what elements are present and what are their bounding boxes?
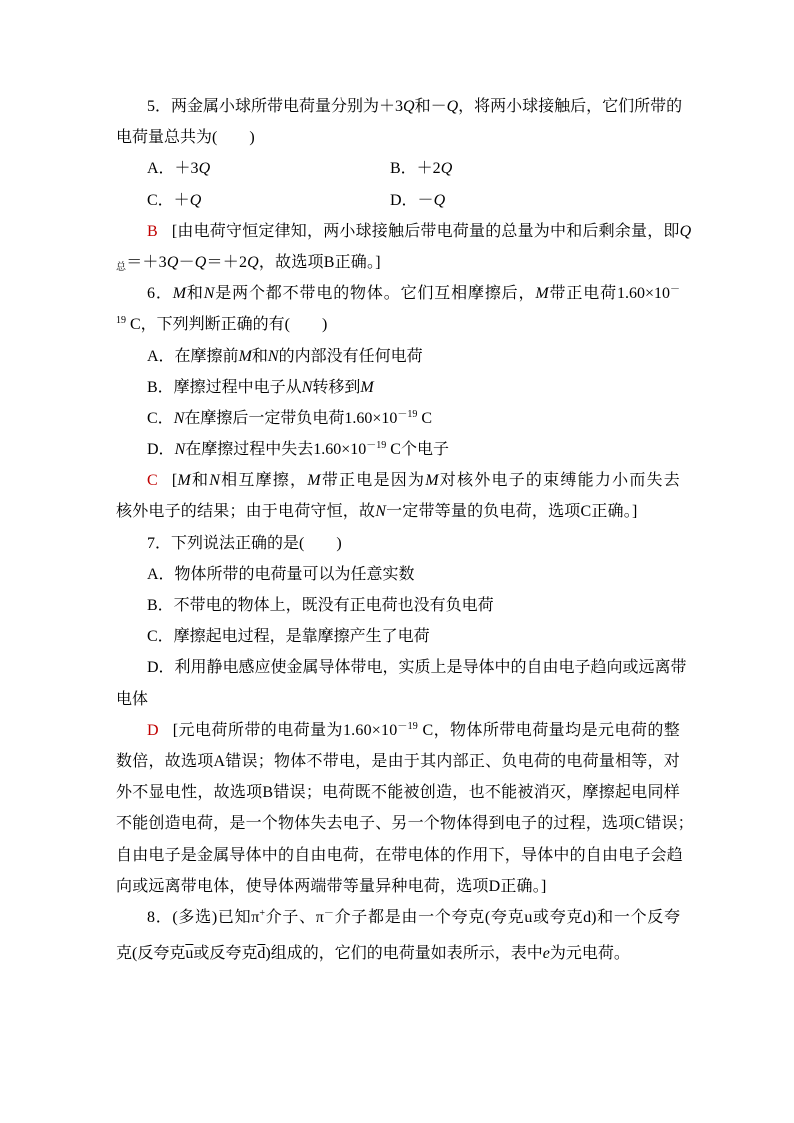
superscript-exponent: －19 <box>397 408 418 420</box>
option-text: D． <box>147 441 175 459</box>
question-text: 带正电荷1.60×10 <box>548 285 670 303</box>
variable-n: N <box>267 347 279 365</box>
option-text: A．物体所带的电荷量可以为任意实数 <box>147 565 415 583</box>
anti-quark-u: $\overline{u}$ <box>185 945 194 963</box>
question-text: 和－ <box>414 98 447 115</box>
option-text: C <box>417 409 433 427</box>
q6-option-b <box>116 372 680 403</box>
explanation-text: 带正电是因为 <box>320 472 426 490</box>
explanation-text: － <box>178 253 195 271</box>
q6-answer-line-2 <box>116 496 680 527</box>
q7-answer-line-3 <box>116 777 680 808</box>
question-text: 7．下列说法正确的是( ) <box>147 534 342 552</box>
explanation-text: 自由电子是金属导体中的自由电荷，在带电体的作用下，导体中的自由电子会趋 <box>116 846 684 864</box>
q6-option-d <box>116 434 680 465</box>
explanation-text: [由电荷守恒定律知，两小球接触后带电荷量的总量为中和后剩余量，即 <box>171 222 680 240</box>
option-text: A．在摩擦前 <box>147 347 239 365</box>
option-a <box>147 153 390 184</box>
option-text: B．不带电的物体上，既没有正电荷也没有负电荷 <box>147 597 494 614</box>
question-8 <box>116 902 680 969</box>
variable-m: M <box>535 285 549 303</box>
variable-q: Q <box>403 98 415 115</box>
variable-q: Q <box>247 253 259 271</box>
q7-answer-line-2 <box>116 746 680 777</box>
variable-q: Q <box>446 98 459 115</box>
q6-answer-line-1 <box>116 465 680 496</box>
option-text: B．摩擦过程中电子从 <box>147 378 302 396</box>
option-text: 转移到 <box>312 378 361 396</box>
explanation-text: [ <box>171 472 178 490</box>
variable-q: Q <box>433 191 446 209</box>
question-text: 5．两金属小球所带电荷量分别为＋3 <box>147 98 404 115</box>
question-text: 或反夸克 <box>193 945 258 963</box>
question-text: C，下列判断正确的有( ) <box>126 316 328 334</box>
question-text: 克(反夸克 <box>116 945 186 963</box>
variable-q: Q <box>189 191 202 209</box>
question-text: 是两个都不带电的物体。它们互相摩擦后， <box>214 285 536 303</box>
variable-n: N <box>203 285 215 303</box>
option-d <box>390 192 445 209</box>
subscript-total: 总 <box>116 261 127 273</box>
variable-m: M <box>360 378 374 396</box>
q7-answer-line-1 <box>116 715 680 746</box>
variable-n: N <box>173 409 185 427</box>
question-text: 介子、π <box>265 908 324 926</box>
question-7 <box>116 528 694 902</box>
explanation-text: ＝＋2 <box>206 253 248 271</box>
question-text: 和 <box>186 285 204 303</box>
superscript-exponent: －19 <box>366 440 387 452</box>
q7-option-d-line-2 <box>116 684 680 715</box>
option-text: D．利用静电感应使金属导体带电，实质上是导体中的自由电子趋向或远离带 <box>147 659 687 677</box>
q7-answer-line-6 <box>116 871 680 902</box>
option-text: B．＋2 <box>390 160 441 178</box>
option-text: 在摩擦后一定带负电荷1.60×10 <box>184 409 398 427</box>
option-text: C．＋ <box>147 191 190 209</box>
q7-option-b <box>116 590 680 621</box>
variable-q: Q <box>194 253 207 271</box>
option-text: C个电子 <box>386 441 449 459</box>
q5-stem-line-2 <box>116 122 680 153</box>
question-text: 电荷量总共为( ) <box>116 129 255 147</box>
superscript-exponent: －19 <box>397 720 419 732</box>
superscript-exponent: 19 <box>116 315 126 327</box>
variable-m: M <box>238 347 252 365</box>
q8-stem-line-1 <box>116 902 680 933</box>
explanation-text: 对核外电子的束缚能力小而失去 <box>438 472 680 490</box>
question-text: 为元电荷。 <box>549 945 630 963</box>
variable-q: Q <box>440 160 453 178</box>
option-text: C． <box>147 409 174 427</box>
option-text: 的内部没有任何电荷 <box>278 347 423 365</box>
q5-answer-line-1 <box>116 216 692 247</box>
question-text: ，将两小球接触后，它们所带的 <box>458 98 683 115</box>
variable-n: N <box>375 503 387 521</box>
answer-letter: D <box>147 721 159 739</box>
explanation-text: 核外电子的结果；由于电荷守恒，故 <box>116 503 376 521</box>
variable-n: N <box>209 472 221 490</box>
q6-stem-line-2 <box>116 309 680 340</box>
q5-stem-line-1 <box>116 91 683 122</box>
explanation-text: 相互摩擦， <box>220 472 308 490</box>
q7-answer-line-4 <box>116 808 694 839</box>
answer-letter: C <box>147 472 158 490</box>
superscript-exponent: － <box>669 284 680 296</box>
q5-answer-line-2 <box>116 247 680 278</box>
q7-stem-line-1 <box>116 528 680 559</box>
question-5 <box>116 91 692 278</box>
option-b <box>390 160 452 177</box>
superscript-charge-plus: + <box>259 907 265 919</box>
explanation-text: 一定带等量的负电荷，选项C正确。] <box>386 503 638 521</box>
superscript-charge-minus: － <box>323 907 334 919</box>
q5-options-row-2 <box>116 185 680 216</box>
q6-stem-line-1 <box>116 278 680 309</box>
explanation-text: ，故选项B正确。] <box>258 253 381 271</box>
option-text: A．＋3 <box>147 160 199 178</box>
variable-q: Q <box>198 160 211 178</box>
q7-option-d-line-1 <box>116 652 687 683</box>
option-c <box>147 185 390 216</box>
question-text: )组成的，它们的电荷量如表所示，表中 <box>265 945 543 963</box>
anti-quark-d: $\overline{d}$ <box>257 945 266 963</box>
variable-q: Q <box>166 253 179 271</box>
question-text: 介子都是由一个夸克(夸克u或夸克d)和一个反夸 <box>333 908 680 926</box>
explanation-text: 和 <box>190 472 210 490</box>
variable-e: e <box>542 945 550 963</box>
option-text: C．摩擦起电过程，是靠摩擦产生了电荷 <box>147 628 430 646</box>
explanation-text: 向或远离带电体，使导体两端带等量异种电荷，选项D正确。] <box>116 877 547 895</box>
option-text: 电体 <box>116 690 149 708</box>
q7-answer-line-5 <box>116 840 684 871</box>
question-text: 6． <box>147 285 173 303</box>
answer-letter: B <box>147 222 158 240</box>
option-text: 在摩擦过程中失去1.60×10 <box>185 441 367 459</box>
explanation-text: 不能创造电荷，是一个物体失去电子、另一个物体得到电子的过程，选项C错误； <box>116 815 694 833</box>
question-6 <box>116 278 680 528</box>
variable-m: M <box>172 285 187 303</box>
explanation-text: 外不显电性，故选项B错误；电荷既不能被创造，也不能被消灭，摩擦起电同样 <box>116 784 680 802</box>
explanation-text: C，物体所带电荷量均是元电荷的整 <box>418 721 680 739</box>
variable-n: N <box>301 378 313 396</box>
explanation-text: 数倍，故选项A错误；物体不带电，是由于其内部正、负电荷的电荷量相等，对 <box>116 752 680 770</box>
option-text: 和 <box>251 347 268 365</box>
q7-option-c <box>116 621 680 652</box>
variable-m: M <box>307 472 321 490</box>
variable-q: Q <box>679 222 692 240</box>
explanation-text: [元电荷所带的电荷量为1.60×10 <box>172 721 398 739</box>
option-text: D．－ <box>390 191 434 209</box>
question-text: 8．(多选)已知π <box>147 908 260 926</box>
q6-option-c <box>116 403 680 434</box>
q5-options-row-1 <box>116 153 680 184</box>
q7-option-a <box>116 559 680 590</box>
variable-m: M <box>425 472 439 490</box>
explanation-text: ＝＋3 <box>126 253 167 271</box>
q6-option-a <box>116 341 680 372</box>
variable-n: N <box>174 441 186 459</box>
q8-stem-line-2 <box>116 938 680 969</box>
question-list <box>116 91 694 969</box>
variable-m: M <box>177 472 191 490</box>
